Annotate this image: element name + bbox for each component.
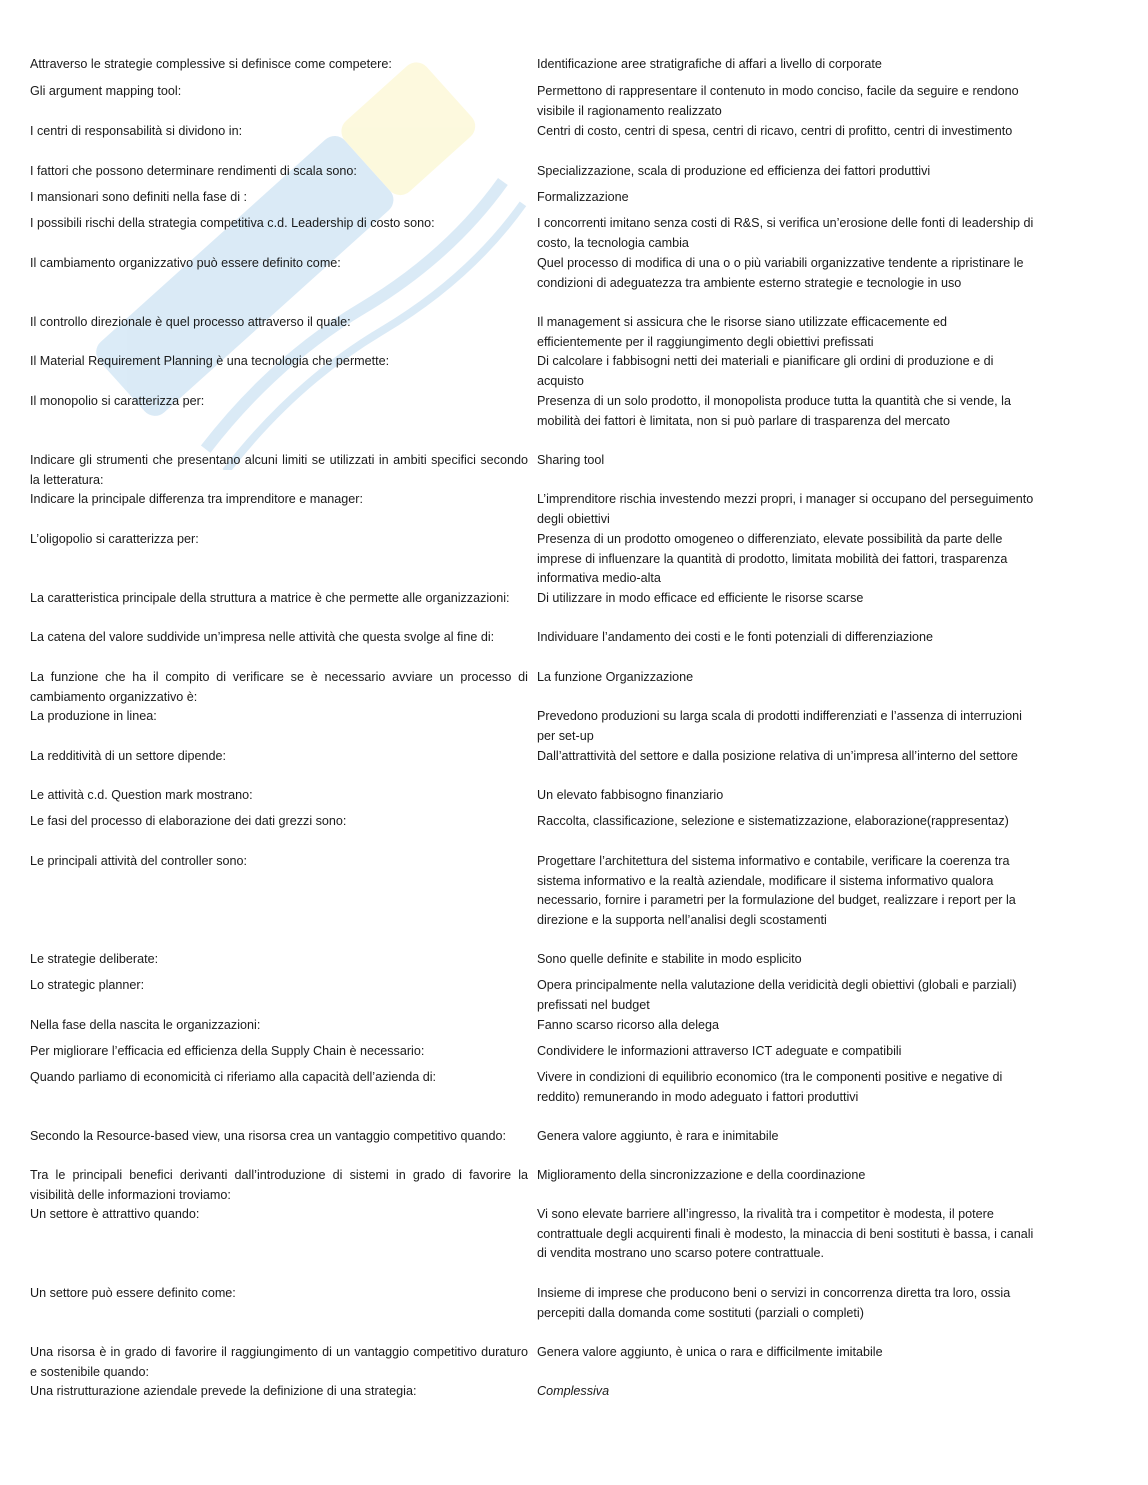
answer-text: Centri di costo, centri di spesa, centri di ricavo, centri di profitto, centri di investimento	[537, 124, 1013, 138]
question-text: Lo strategic planner:	[30, 978, 145, 992]
qa-row	[30, 786, 1035, 812]
question-text: I fattori che possono determinare rendimenti di scala sono:	[30, 164, 357, 178]
answer-text: Condividere le informazioni attraverso ICT adeguate e compatibili	[537, 1044, 902, 1058]
question-text: La redditività di un settore dipende:	[30, 749, 227, 763]
answer-text: Un elevato fabbisogno finanziario	[537, 788, 724, 802]
answer-text: La funzione Organizzazione	[537, 670, 694, 684]
question-text: Attraverso le strategie complessive si definisce come competere:	[30, 57, 392, 71]
question-text: Un settore può essere definito come:	[30, 1286, 236, 1300]
question-text: Quando parliamo di economicità ci riferiamo alla capacità dell’azienda di:	[30, 1070, 437, 1084]
question-text: Tra le principali benefici derivanti dall’introduzione di sistemi in grado di favorire la visibilità delle informazioni troviamo:	[30, 1168, 528, 1202]
answer-text: Quel processo di modifica di una o o più variabili organizzative tendente a ripristinare le condizioni di adeguatezza tra ambiente esterno strategie e tecnologie in uso	[537, 256, 1024, 290]
qa-row	[30, 313, 1035, 352]
qa-row	[30, 490, 1035, 530]
qa-row	[30, 82, 1035, 122]
qa-row	[30, 162, 1035, 188]
qa-row	[30, 1343, 1035, 1382]
answer-text: Dall’attrattività del settore e dalla posizione relativa di un’impresa all’interno del settore	[537, 749, 1018, 763]
question-text: L’oligopolio si caratterizza per:	[30, 532, 199, 546]
answer-text: I concorrenti imitano senza costi di R&S, si verifica un’erosione delle fonti di leadership di costo, la tecnologia cambia	[537, 216, 1034, 250]
answer-text: Prevedono produzioni su larga scala di prodotti indifferenziati e l’assenza di interruzioni per set-up	[537, 709, 1022, 743]
qa-row	[30, 747, 1035, 786]
qa-row	[30, 188, 1035, 214]
qa-row	[30, 976, 1035, 1016]
answer-text: Permettono di rappresentare il contenuto in modo conciso, facile da seguire e rendono visibile il ragionamento realizzato	[537, 84, 1019, 118]
answer-text: Genera valore aggiunto, è unica o rara e difficilmente imitabile	[537, 1345, 883, 1359]
question-text: Nella fase della nascita le organizzazioni:	[30, 1018, 261, 1032]
qa-row	[30, 707, 1035, 747]
answer-text: Formalizzazione	[537, 190, 629, 204]
question-text: Il monopolio si caratterizza per:	[30, 394, 205, 408]
answer-text: Insieme di imprese che producono beni o servizi in concorrenza diretta tra loro, ossia percepiti dalla domanda come sostituti (parziali o completi)	[537, 1286, 1011, 1320]
question-text: Una risorsa è in grado di favorire il raggiungimento di un vantaggio competitivo duraturo e sostenibile quando:	[30, 1345, 528, 1379]
question-text: Il Material Requirement Planning è una tecnologia che permette:	[30, 354, 390, 368]
answer-text: Il management si assicura che le risorse siano utilizzate efficacemente ed efficientemente per il raggiungimento degli obiettivi prefissati	[537, 315, 947, 349]
question-text: Indicare gli strumenti che presentano alcuni limiti se utilizzati in ambiti specifici secondo la letteratura:	[30, 453, 528, 487]
question-text: Per migliorare l’efficacia ed efficienza della Supply Chain è necessario:	[30, 1044, 425, 1058]
qa-row	[30, 812, 1035, 852]
answer-text: Vi sono elevate barriere all’ingresso, la rivalità tra i competitor è modesta, il potere contrattuale degli acquirenti finali è modesto, la minaccia di beni sostituti è bassa, i canali di vendita mostrano uno scarso potere contrattuale.	[537, 1207, 1034, 1261]
answer-text: L’imprenditore rischia investendo mezzi propri, i manager si occupano del perseguimento degli obiettivi	[537, 492, 1034, 526]
answer-text: Presenza di un prodotto omogeneo o differenziato, elevate possibilità da parte delle imprese di influenzare la quantità di prodotto, limitata mobilità dei fattori, trasparenza informativa medio-alta	[537, 532, 1008, 586]
answer-text: Fanno scarso ricorso alla delega	[537, 1018, 720, 1032]
answer-text: Di utilizzare in modo efficace ed efficiente le risorse scarse	[537, 591, 864, 605]
qa-row	[30, 352, 1035, 392]
answer-text: Progettare l’architettura del sistema informativo e contabile, verificare la coerenza tra sistema informativo e la realtà aziendale, modificare il sistema informativo qualora necessario, fornire i parametri per la formulazione del budget, realizzare i report per la direzione e la supporta nell’analisi degli scostamenti	[537, 854, 1016, 927]
qa-row	[30, 1205, 1035, 1284]
answer-text: Complessiva	[537, 1384, 610, 1398]
qa-row	[30, 589, 1035, 628]
qa-row	[30, 1042, 1035, 1068]
question-text: Gli argument mapping tool:	[30, 84, 182, 98]
qa-row	[30, 55, 1035, 82]
qa-row	[30, 1382, 1035, 1408]
qa-row	[30, 1068, 1035, 1127]
question-text: Le principali attività del controller sono:	[30, 854, 248, 868]
question-text: Le fasi del processo di elaborazione dei dati grezzi sono:	[30, 814, 347, 828]
answer-text: Identificazione aree stratigrafiche di affari a livello di corporate	[537, 57, 882, 71]
question-text: Secondo la Resource-based view, una risorsa crea un vantaggio competitivo quando:	[30, 1129, 507, 1143]
question-text: La caratteristica principale della struttura a matrice è che permette alle organizzazioni:	[30, 591, 510, 605]
answer-text: Opera principalmente nella valutazione della veridicità degli obiettivi (globali e parziali) prefissati nel budget	[537, 978, 1017, 1012]
question-text: Le strategie deliberate:	[30, 952, 159, 966]
qa-row	[30, 1284, 1035, 1343]
question-text: La produzione in linea:	[30, 709, 157, 723]
question-text: La catena del valore suddivide un’impresa nelle attività che questa svolge al fine di:	[30, 630, 495, 644]
question-text: I mansionari sono definiti nella fase di :	[30, 190, 248, 204]
qa-row	[30, 214, 1035, 254]
answer-text: Miglioramento della sincronizzazione e della coordinazione	[537, 1168, 866, 1182]
qa-table	[30, 55, 1035, 1408]
qa-row	[30, 1127, 1035, 1166]
answer-text: Raccolta, classificazione, selezione e sistematizzazione, elaborazione(rappresentaz)	[537, 814, 1009, 828]
qa-row	[30, 628, 1035, 668]
qa-row	[30, 668, 1035, 707]
answer-text: Sono quelle definite e stabilite in modo esplicito	[537, 952, 802, 966]
answer-text: Individuare l’andamento dei costi e le fonti potenziali di differenziazione	[537, 630, 934, 644]
answer-text: Sharing tool	[537, 453, 605, 467]
question-text: Una ristrutturazione aziendale prevede la definizione di una strategia:	[30, 1384, 417, 1398]
answer-text: Specializzazione, scala di produzione ed efficienza dei fattori produttivi	[537, 164, 931, 178]
question-text: Indicare la principale differenza tra imprenditore e manager:	[30, 492, 363, 506]
question-text: I possibili rischi della strategia competitiva c.d. Leadership di costo sono:	[30, 216, 435, 230]
qa-row	[30, 122, 1035, 162]
answer-text: Vivere in condizioni di equilibrio economico (tra le componenti positive e negative di reddito) remunerando in modo adeguato i fattori produttivi	[537, 1070, 1003, 1104]
question-text: Il cambiamento organizzativo può essere definito come:	[30, 256, 341, 270]
qa-row	[30, 1166, 1035, 1205]
answer-text: Presenza di un solo prodotto, il monopolista produce tutta la quantità che si vende, la mobilità dei fattori è limitata, non si può parlare di trasparenza del mercato	[537, 394, 1011, 428]
question-text: Le attività c.d. Question mark mostrano:	[30, 788, 253, 802]
qa-row	[30, 254, 1035, 313]
qa-row	[30, 1016, 1035, 1042]
qa-row	[30, 392, 1035, 451]
qa-row	[30, 852, 1035, 950]
qa-row	[30, 950, 1035, 976]
qa-row	[30, 530, 1035, 589]
qa-row	[30, 451, 1035, 490]
question-text: La funzione che ha il compito di verificare se è necessario avviare un processo di cambiamento organizzativo è:	[30, 670, 528, 704]
answer-text: Genera valore aggiunto, è rara e inimitabile	[537, 1129, 779, 1143]
question-text: Il controllo direzionale è quel processo attraverso il quale:	[30, 315, 351, 329]
answer-text: Di calcolare i fabbisogni netti dei materiali e pianificare gli ordini di produzione e di acquisto	[537, 354, 994, 388]
question-text: I centri di responsabilità si dividono in:	[30, 124, 243, 138]
question-text: Un settore è attrattivo quando:	[30, 1207, 200, 1221]
